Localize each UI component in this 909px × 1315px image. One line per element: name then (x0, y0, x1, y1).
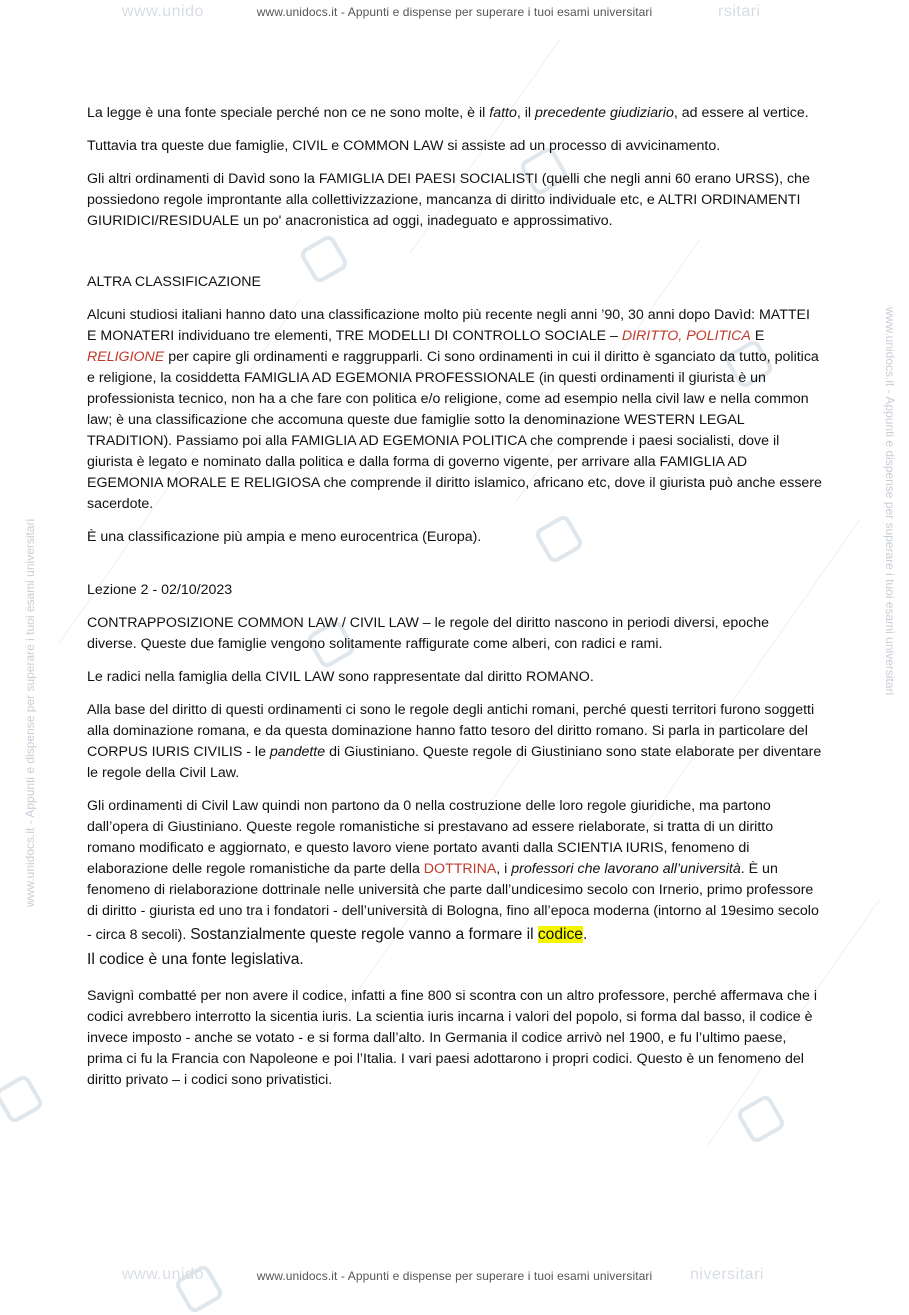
footer-watermark-right: niversitari (690, 1266, 764, 1283)
text: Alcuni studiosi italiani hanno dato una classificazione molto più recente negli anni ’90, 30 anni dopo Davìd: MATTEI E MONATERI individuano tre elementi, TRE MODELLI DI CONTROLLO SOCIALE – (87, 307, 810, 344)
header-watermark-left: www.unido (122, 3, 204, 20)
highlight-codice: codice (537, 926, 583, 943)
text: La legge è una fonte speciale perché non ce ne sono molte, è il (87, 105, 490, 121)
footer-banner: www.unidocs.it - Appunti e dispense per superare i tuoi esami universitari (256, 1269, 653, 1283)
emphasis-diritto-politica: DIRITTO, POLITICA (621, 328, 751, 344)
paragraph-radici: Le radici nella famiglia della CIVIL LAW sono rappresentate dal diritto ROMANO. (87, 669, 594, 685)
header-banner: www.unidocs.it - Appunti e dispense per superare i tuoi esami universitari (256, 5, 653, 19)
heading-altra-classificazione: ALTRA CLASSIFICAZIONE (87, 274, 261, 290)
paragraph-contrapposizione: CONTRAPPOSIZIONE COMMON LAW / CIVIL LAW – le regole del diritto nascono in periodi diversi, epoche diverse. Queste due famiglie vengono solitamente raffigurate come alberi, con radici e rami. (87, 615, 770, 652)
text: Alla base del diritto di questi ordinamenti ci sono le regole degli antichi romani, perché questi territori furono soggetti alla dominazione romana, e da questa dominazione hanno fatto tesoro del diritto romano. Si parla in particolare del CORPUS IURIS CIVILIS - le (87, 702, 815, 760)
paragraph-legge (87, 103, 822, 124)
paragraph-mattei-monateri (87, 305, 822, 515)
header-watermark-right: rsitari (718, 3, 761, 20)
text: , i (496, 861, 512, 877)
emphasis-fatto: fatto (489, 105, 517, 121)
paragraph-scientia-iuris (87, 796, 822, 972)
paragraph-avvicinamento: Tuttavia tra queste due famiglie, CIVIL e COMMON LAW si assiste ad un processo di avvicinamento. (87, 138, 721, 154)
text: Gli ordinamenti di Civil Law quindi non partono da 0 nella costruzione delle loro regole giuridiche, ma partono dall’opera di Giustiniano. Queste regole romanistiche si prestavano ad essere rielaborate, si tratta di un diritto romano modificato e aggiornato, e questo lavoro viene portato avanti dalla SCIENTIA IURIS, fenomeno di elaborazione delle regole romanistiche da parte della (87, 798, 774, 877)
lesson-heading: Lezione 2 - 02/10/2023 (87, 582, 233, 598)
text: di Giustiniano. Queste regole di Giustiniano sono state elaborate per diventare le regole della Civil Law. (87, 744, 822, 781)
emphasis-pandette: pandette (269, 744, 326, 760)
watermark-logo-icon (0, 1073, 45, 1125)
footer-watermark-left: www.unido (122, 1266, 204, 1283)
text: E (750, 328, 765, 344)
emphasis-professori: professori che lavorano all’università (511, 861, 741, 877)
paragraph-altri-ordinamenti: Gli altri ordinamenti di Davìd sono la FAMIGLIA DEI PAESI SOCIALISTI (quelli che negli anni 60 erano URSS), che possiedono regole improntante alla collettivizzazione, mancanza di diritto individuale etc, e ALTRI ORDINAMENTI GIURIDICI/RESIDUALE un po' anacronistica ad oggi, inadeguato e approssimativo. (87, 171, 810, 229)
text: , il (516, 105, 536, 121)
paragraph-savigni: Savignì combatté per non avere il codice, infatti a fine 800 si scontra con un altro professore, perché affermava che i codici avrebbero interrotto la sicentia iuris. La scientia iuris incarna i valori del popolo, si forma dal basso, il codice è invece imposto - anche se votato - e si forma dall’alto. In Germania il codice arrivò nel 1900, e fu l’ultimo paese, prima ci fu la Francia con Napoleone e poi l’Italia. I vari paesi adottarono i propri codici. Questo è un fenomeno del diritto privato – i codici sono privatistici. (87, 988, 818, 1088)
side-watermark-right: www.unidocs.it - Appunti e dispense per superare i tuoi esami universitari (883, 307, 897, 696)
text-large: Il codice è una fonte legislativa. (87, 951, 304, 968)
text: , ad essere al vertice. (673, 105, 809, 121)
text-large: Sostanzialmente queste regole vanno a formare il (190, 926, 538, 943)
text-large: . (582, 926, 588, 943)
paragraph-eurocentrica: È una classificazione più ampia e meno eurocentrica (Europa). (87, 529, 482, 545)
text: . È un fenomeno di rielaborazione dottrinale nelle università che parte dall’undicesimo secolo con Irnerio, primo professore di diritto - giurista ed uno tra i fondatori - dell’università di Bologna, fino all’epoca moderna (intorno al 19esimo secolo - circa 8 secoli). (87, 861, 819, 943)
side-watermark-left: www.unidocs.it - Appunti e dispense per superare i tuoi esami universitari (23, 518, 37, 907)
emphasis-precedente: precedente giudiziario (535, 105, 674, 121)
document-body (87, 103, 822, 1103)
paragraph-giustiniano (87, 700, 822, 784)
text: per capire gli ordinamenti e raggrupparli. Ci sono ordinamenti in cui il diritto è sganciato da tutto, politica e religione, la cosiddetta FAMIGLIA AD EGEMONIA PROFESSIONALE (in questi ordinamenti il giurista è un professionista tecnico, non ha a che fare con politica e/o religione, come ad esempio nella civil law e nella common law; è una classificazione che accomuna queste due famiglie sotto la denominazione WESTERN LEGAL TRADITION). Passiamo poi alla FAMIGLIA AD EGEMONIA POLITICA che comprende i paesi socialisti, dove il giurista è legato e nominato dalla politica e dalla forma di governo vigente, per arrivare alla FAMIGLIA AD EGEMONIA MORALE E RELIGIOSA che comprende il diritto islamico, africano etc, dove il giurista può anche essere sacerdote. (87, 349, 822, 512)
emphasis-dottrina: DOTTRINA (423, 861, 497, 877)
emphasis-religione: RELIGIONE (87, 349, 165, 365)
